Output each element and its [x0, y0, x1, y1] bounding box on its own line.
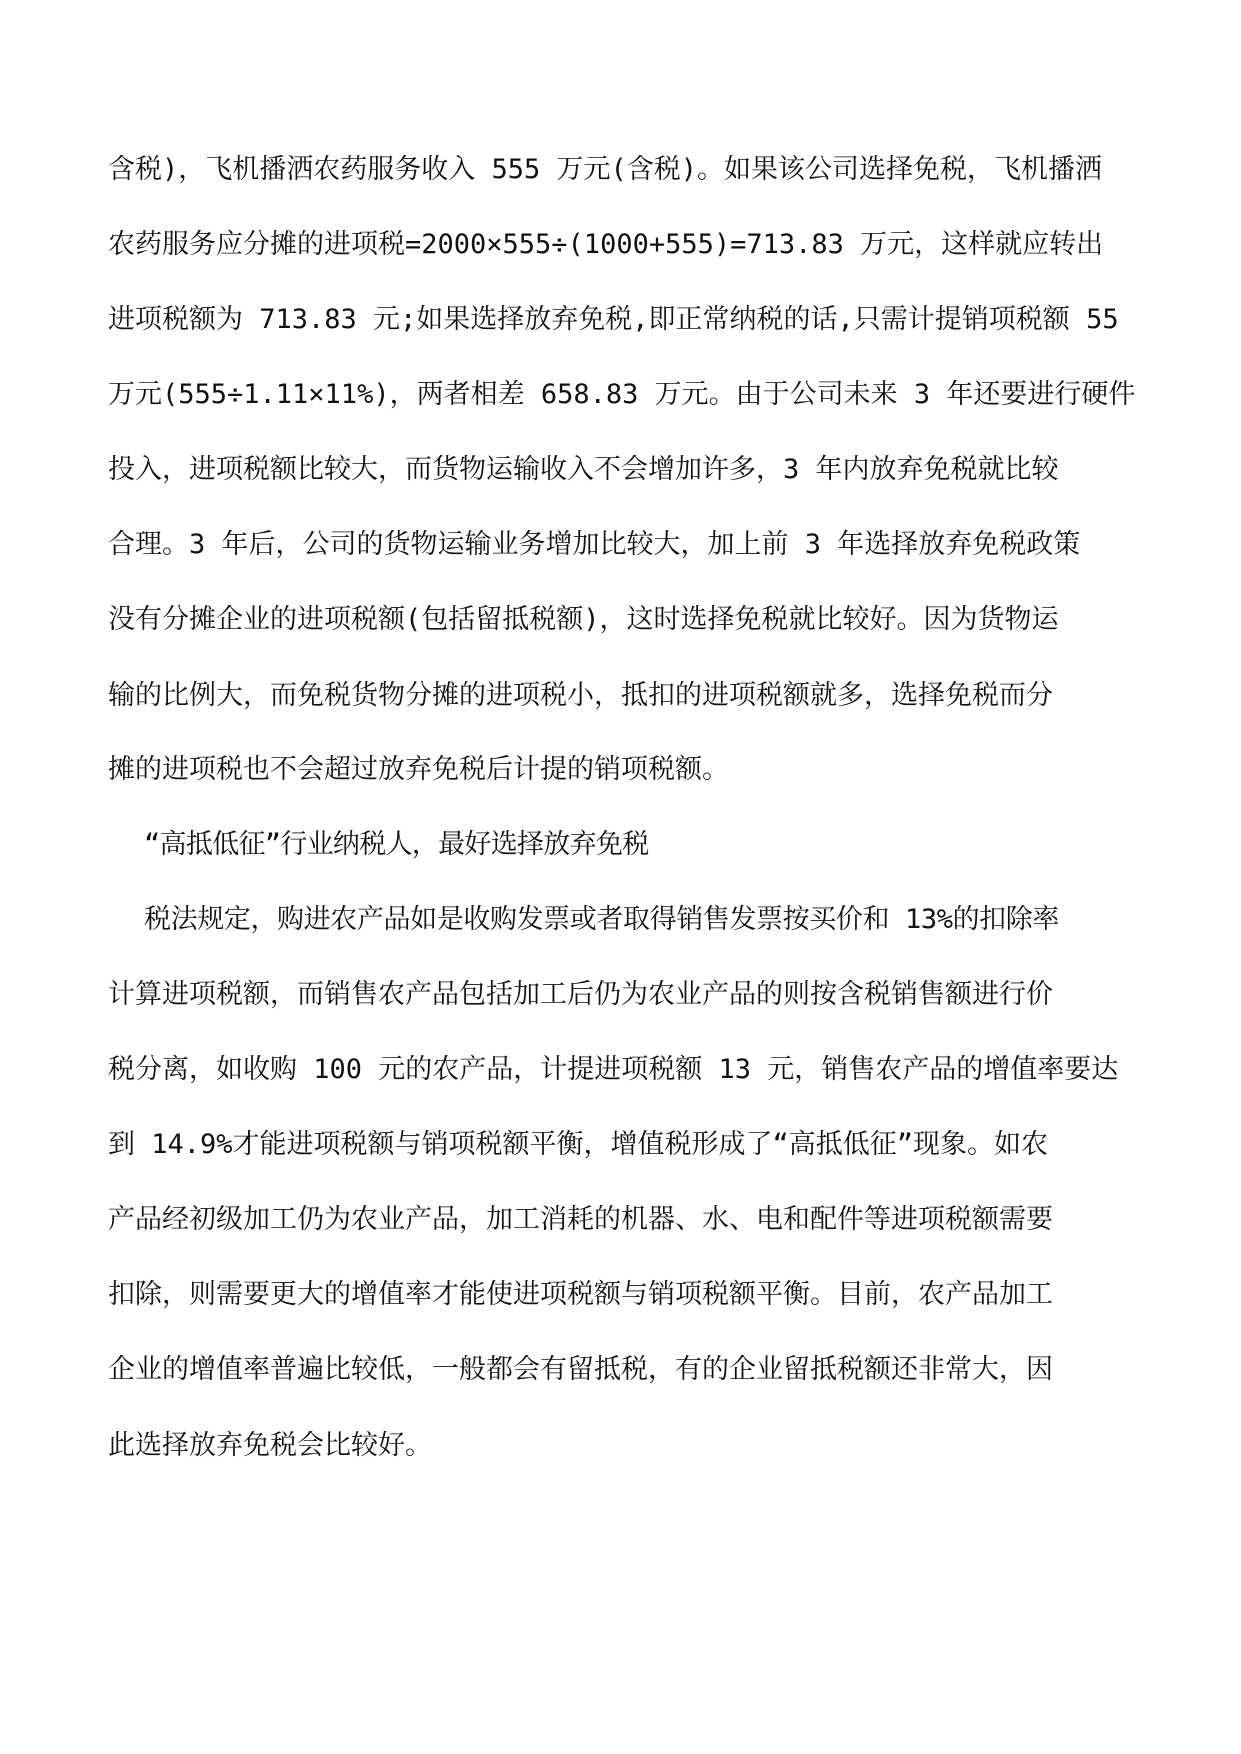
text-line-18: 此选择放弃免税会比较好。 [108, 1430, 432, 1461]
section-heading: “高抵低征”行业纳税人，最好选择放弃免税 [144, 829, 649, 860]
text-line-16: 扣除，则需要更大的增值率才能使进项税额与销项税额平衡。目前，农产品加工 [108, 1279, 1053, 1310]
text-line-7: 没有分摊企业的进项税额(包括留抵税额)，这时选择免税就比较好。因为货物运 [108, 604, 1059, 635]
text-line-12: 计算进项税额，而销售农产品包括加工后仍为农业产品的则按含税销售额进行价 [108, 979, 1053, 1010]
text-line-2: 农药服务应分摊的进项税=2000×555÷(1000+555)=713.83 万元，这样就应转出 [108, 229, 1104, 260]
text-line-6: 合理。3 年后，公司的货物运输业务增加比较大，加上前 3 年选择放弃免税政策 [108, 529, 1081, 560]
text-line-1: 含税)，飞机播洒农药服务收入 555 万元(含税)。如果该公司选择免税，飞机播洒 [108, 154, 1103, 185]
text-line-4: 万元(555÷1.11×11%)，两者相差 658.83 万元。由于公司未来 3 年还要进行硬件 [108, 379, 1136, 410]
text-line-5: 投入，进项税额比较大，而货物运输收入不会增加许多，3 年内放弃免税就比较 [108, 454, 1059, 485]
text-line-17: 企业的增值率普遍比较低，一般都会有留抵税，有的企业留抵税额还非常大，因 [108, 1354, 1053, 1385]
text-line-13: 税分离，如收购 100 元的农产品，计提进项税额 13 元，销售农产品的增值率要达 [108, 1054, 1119, 1085]
text-line-9: 摊的进项税也不会超过放弃免税后计提的销项税额。 [108, 754, 729, 785]
text-line-15: 产品经初级加工仍为农业产品，加工消耗的机器、水、电和配件等进项税额需要 [108, 1204, 1053, 1235]
text-line-11: 税法规定，购进农产品如是收购发票或者取得销售发票按买价和 13%的扣除率 [144, 904, 1060, 935]
text-line-3: 进项税额为 713.83 元;如果选择放弃免税,即正常纳税的话,只需计提销项税额 55 [108, 304, 1119, 335]
text-line-8: 输的比例大，而免税货物分摊的进项税小，抵扣的进项税额就多，选择免税而分 [108, 680, 1053, 711]
text-line-14: 到 14.9%才能进项税额与销项税额平衡，增值税形成了“高抵低征”现象。如农 [108, 1129, 1049, 1160]
